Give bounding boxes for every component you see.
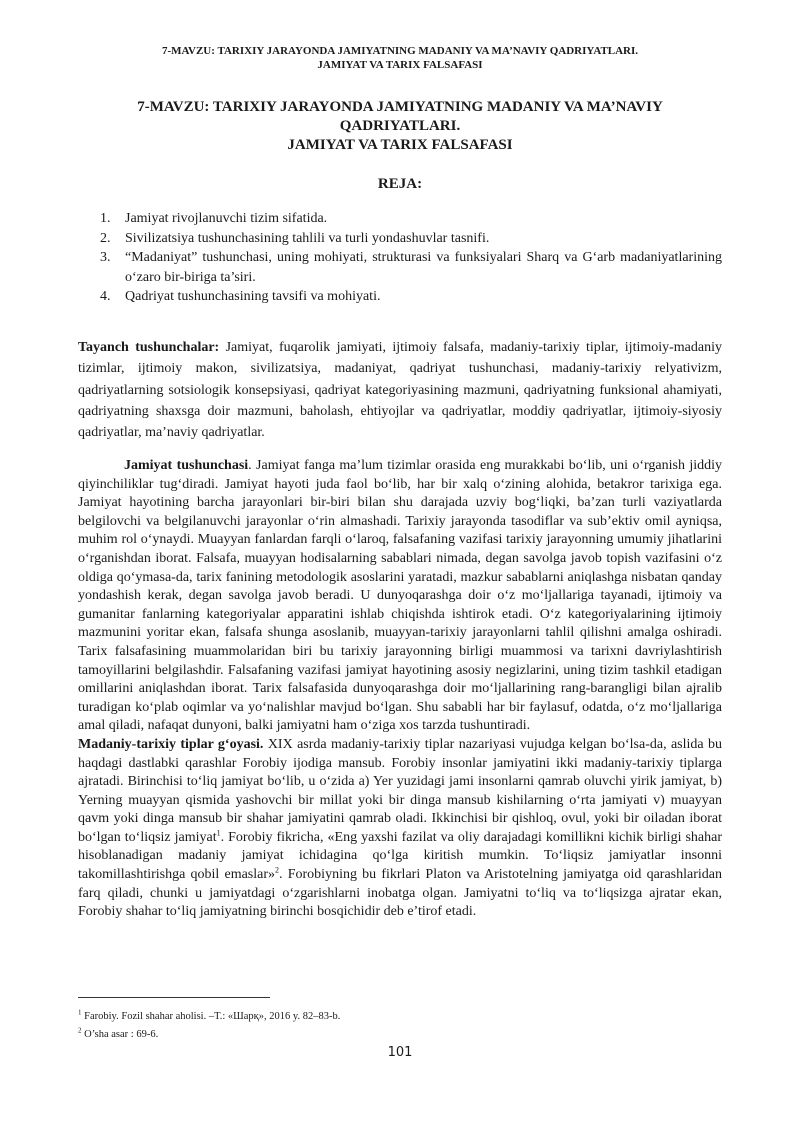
plan-item-text: “Madaniyat” tushunchasi, uning mohiyati, strukturasi va funksiyalari Sharq va G‘arb madaniyatlarining o‘zaro bir-biriga ta’siri. xyxy=(125,250,722,285)
plan-heading: REJA: xyxy=(377,176,423,192)
paragraph-text: . Forobiyning bu fikrlari Platon va Aristotelning jamiyatga oid qarashlaridan farq qiladi, chunki u jamiyatdagi o‘zgarishlarni inobatga olgan. Jamiyatni to‘liq va to‘liqsizga ajratar ekan, Forobiy shahar to‘liq jamiyatning birinchi bosqichidir deb e’tirof etadi. xyxy=(78,867,722,920)
footnote-separator xyxy=(78,997,270,998)
footnote-reference[interactable]: 2 xyxy=(275,865,280,875)
plan-item xyxy=(100,229,722,249)
title-line-2: QADRIYATLARI. xyxy=(339,118,461,134)
footnotes xyxy=(78,1008,722,1044)
plan-item-text: Sivilizatsiya tushunchasining tahlili va turli yondashuvlar tasnifi. xyxy=(125,230,490,246)
plan-item xyxy=(100,248,722,287)
plan-item-number: 1. xyxy=(100,211,111,226)
section-heading: Madaniy-tarixiy tiplar g‘oyasi. xyxy=(78,736,264,752)
body-paragraph xyxy=(78,736,722,922)
body-paragraph xyxy=(78,457,722,736)
key-terms-label: Tayanch tushunchalar: xyxy=(78,340,220,355)
paragraph-text: . Jamiyat fanga ma’lum tizimlar orasida eng murakkabi bo‘lib, uni o‘rganish jiddiy qiyinchiliklar tug‘diradi. Jamiyat hayoti juda faol bo‘lib, har bir xalq o‘zining alohida, betakror tarixiga ega. Jamiyat hayotining barcha jarayonlari bir-biri bilan shu darajada uzviy bog‘liqki, ba’zan turli vaziyatlarda belgilovchi va belgilanuvchi jarayonlar o‘rin almashadi. Tarixiy jarayonda tasodiflar va sub’ektiv omil ayniqsa, muhim rol o‘ynaydi. Muayyan fanlardan farqli o‘laroq, falsafaning vazifasi tarixiy jarayonning umumiy jihatlarini o‘rganishdan iborat. Falsafa, muayyan hodisalarning sabablari nimada, degan savolga javob topish vazifasini o‘z oldiga qo‘ymasa-da, tarix fanining metodologik asoslarini yaratadi, mazkur sabablarni aniqlashga nisbatan qanday yondashish kerak, degan savolga javob beradi. U dunyoqarashga doir o‘z mo‘ljallariga tayanadi, ijtimoiy va gumanitar fanlarning kategoriyalar apparatini ishlab chiqishda ishtirok etadi. O‘z kategoriyalarining ijtimoiy mazmunini yoritar ekan, falsafa shunga asoslanib, muayyan-tarixiy jarayonlarni tahlil qilishni amalga oshiradi. Tarix falsafasining muammolaridan biri bu tarixiy jarayonning birligi muammosi va tarixni davriylashtirish tamoyillarini belgilashdir. Falsafaning vazifasi jamiyat hayotining asosiy negizlarini, uning tizim tashkil etadigan omillarini aniqlashdan iborat. Tarix falsafasida dunyoqarashga doir mo‘ljallarining rang-barangligi bilan ajralib turadigan ko‘plab oqimlar va yo‘nalishlar mavjud bo‘lgan. Shu sababli har bir faylasuf, odatda, o‘z mo‘ljallariga amal qiladi, nafaqat dunyoni, balki jamiyatni ham o‘ziga xos tarzda tushuntiradi. xyxy=(78,458,722,734)
plan-item-number: 4. xyxy=(100,289,111,304)
running-header xyxy=(60,44,740,72)
running-header-line-1: 7-MAVZU: TARIXIY JARAYONDA JAMIYATNING MADANIY VA MA’NAVIY QADRIYATLARI. xyxy=(161,45,639,57)
plan-item xyxy=(100,209,722,229)
footnote-reference[interactable]: 1 xyxy=(216,828,221,838)
title-line-3: JAMIYAT VA TARIX FALSAFASI xyxy=(287,137,513,153)
plan-item-number: 2. xyxy=(100,230,111,246)
title-line-1: 7-MAVZU: TARIXIY JARAYONDA JAMIYATNING MADANIY VA MA’NAVIY xyxy=(137,99,663,115)
footnote-text: Farobiy. Fozil shahar aholisi. –T.: «Шарқ», 2016 y. 82–83-b. xyxy=(81,1011,341,1022)
body-text xyxy=(78,457,722,922)
key-terms-paragraph xyxy=(78,337,722,443)
footnote xyxy=(78,1026,722,1044)
page-number: 101 xyxy=(387,1045,413,1060)
footnote-mark: 2 xyxy=(78,1026,82,1035)
plan-list xyxy=(100,209,722,307)
paragraph-text: . Forobiy fikricha, «Eng yaxshi fazilat va oliy darajadagi komillikni kichik birligi shahar hisoblanadigan madaniy jamiyat ichidagina qo‘lga kiritish mumkin. To‘liqsiz jamiyatlar insonni takomillashtirishga qobil emaslar» xyxy=(78,829,722,883)
footnote xyxy=(78,1008,722,1026)
running-header-line-2: JAMIYAT VA TARIX FALSAFASI xyxy=(317,59,483,71)
plan-item-text: Qadriyat tushunchasining tavsifi va mohiyati. xyxy=(125,289,381,304)
key-terms-text: Jamiyat, fuqarolik jamiyati, ijtimoiy falsafa, madaniy-tarixiy tiplar, ijtimoiy-madaniy tizimlar, ijtimoiy makon, sivilizatsiya, madaniyat, qadriyat tushunchasi, madaniy-tarixiy relyativizm, qadriyatlarning sotsiologik konsepsiyasi, qadriyat kategoriyasining mazmuni, qadriyatning funksional ahamiyati, qadriyatning shaxsga doir mazmuni, baholash, ehtiyojlar va qadriyatlar, moddiy qadriyatlar, ijtimoiy-siyosiy qadriyatlar, ma’naviy qadriyatlar. xyxy=(78,340,722,441)
plan-item-text: Jamiyat rivojlanuvchi tizim sifatida. xyxy=(125,211,328,226)
footnote-mark: 1 xyxy=(78,1008,82,1017)
footnote-text: O’sha asar : 69-6. xyxy=(81,1029,159,1040)
plan-item xyxy=(100,287,722,307)
plan-item-number: 3. xyxy=(100,250,111,265)
paragraph-text: XIX asrda madaniy-tarixiy tiplar nazariyasi vujudga kelgan bo‘lsa-da, aslida bu haqdagi dastlabki qarashlar Forobiy ijodiga mansub. Forobiy insonlar jamiyatini ikki madaniy-tarixiy tiplarga ajratadi. Birinchisi to‘liq jamiyat bo‘lib, u o‘zida a) Yer yuzidagi jami insonlarni qamrab oluvchi yirik jamiyat, b) Yerning muayyan qismida yashovchi bir millat yoki bir dinga mansub kishilarning o‘rta jamiyati v) muayyan qavm yoki dinga mansub bir shahar jamiyatini qamrab oladi. Ikkinchisi bir qishloq, ovul, yoki bir oiladan iborat bo‘lgan to‘liqsiz jamiyat xyxy=(78,736,722,845)
page-title xyxy=(60,98,740,155)
section-heading: Jamiyat tushunchasi xyxy=(124,458,249,473)
